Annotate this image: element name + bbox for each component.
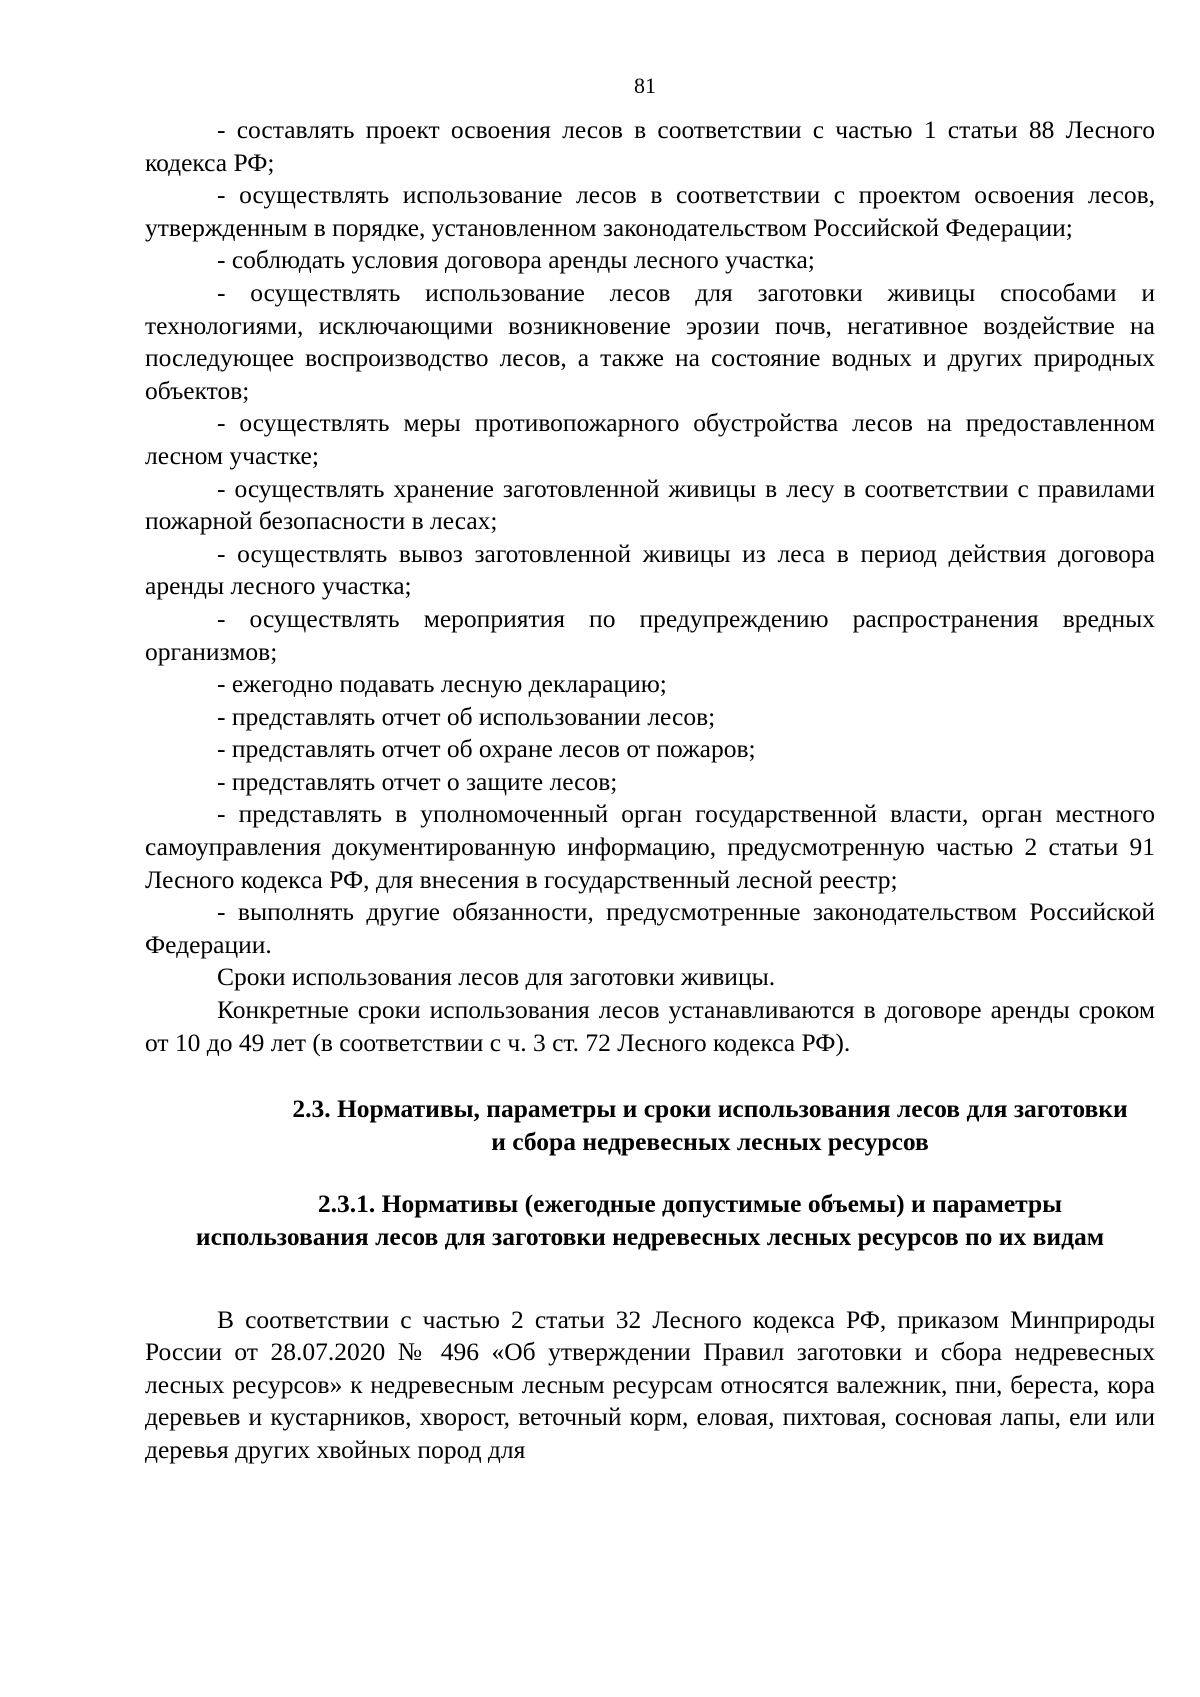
list-item: - осуществлять хранение заготовленной живицы в лесу в соответствии с правилами пожарной безопасности в лесах; [145, 473, 1155, 536]
body-paragraph: Конкретные сроки использования лесов устанавливаются в договоре аренды сроком от 10 до 49 лет (в соответствии с ч. 3 ст. 72 Лесного кодекса РФ). [145, 995, 1155, 1057]
page-number: 81 [634, 73, 656, 98]
list-item: - выполнять другие обязанности, предусмотренные законодательством Российской Федерации. [145, 897, 1155, 959]
section-spacer [145, 1158, 1155, 1188]
list-item: - соблюдать условия договора аренды лесного участка; [217, 245, 815, 275]
list-item: - представлять отчет о защите лесов; [217, 766, 618, 796]
list-item: - осуществлять использование лесов для заготовки живицы способами и технологиями, исключающими возникновение эрозии почв, негативное воздействие на последующее воспроизводство лесов, а также на состояние водных и других природных объектов; [145, 277, 1155, 405]
list-item: - представлять в уполномоченный орган государственной власти, орган местного самоуправления документированную информацию, предусмотренную частью 2 статьи 91 Лесного кодекса РФ, для внесения в государственный лесной реестр; [145, 799, 1155, 894]
list-item: - составлять проект освоения лесов в соответствии с частью 1 статьи 88 Лесного кодекса РФ; [145, 115, 1155, 177]
body-paragraph: Сроки использования лесов для заготовки живицы. [217, 962, 776, 992]
list-item: - представлять отчет об охране лесов от пожаров; [217, 734, 756, 764]
list-item: - осуществлять меры противопожарного обустройства лесов на предоставленном лесном участке; [145, 408, 1155, 470]
list-item: - осуществлять использование лесов в соответствии с проектом освоения лесов, утвержденным в порядке, установленном законодательством Российской Федерации; [145, 180, 1155, 242]
list-item: - осуществлять вывоз заготовленной живицы из леса в период действия договора аренды лесного участка; [145, 538, 1155, 601]
list-item: - представлять отчет об использовании лесов; [217, 701, 716, 731]
section-spacer [145, 1059, 1155, 1093]
list-item: - ежегодно подавать лесную декларацию; [217, 669, 667, 699]
section-heading-2-3: 2.3. Нормативы, параметры и сроки использования лесов для заготовки и сбора недревесных лесных ресурсов [292, 1094, 1128, 1156]
body-paragraph: В соответствии с частью 2 статьи 32 Лесного кодекса РФ, приказом Минприроды России от 28.07.2020 № 496 «Об утверждении Правил заготовки и сбора недревесных лесных ресурсов» к недревесным лесным ресурсам относятся валежник, пни, береста, кора деревьев и кустарников, хворост, веточный корм, еловая, пихтовая, сосновая лапы, ели или деревья других хвойных пород для [145, 1304, 1155, 1464]
section-heading-2-3-1: 2.3.1. Нормативы (ежегодные допустимые объемы) и параметры использования лесов для заготовки недревесных лесных ресурсов по их видам [195, 1189, 1105, 1251]
list-item: - осуществлять мероприятия по предупреждению распространения вредных организмов; [145, 603, 1155, 666]
document-body [145, 114, 1155, 1467]
section-spacer [145, 1254, 1155, 1304]
